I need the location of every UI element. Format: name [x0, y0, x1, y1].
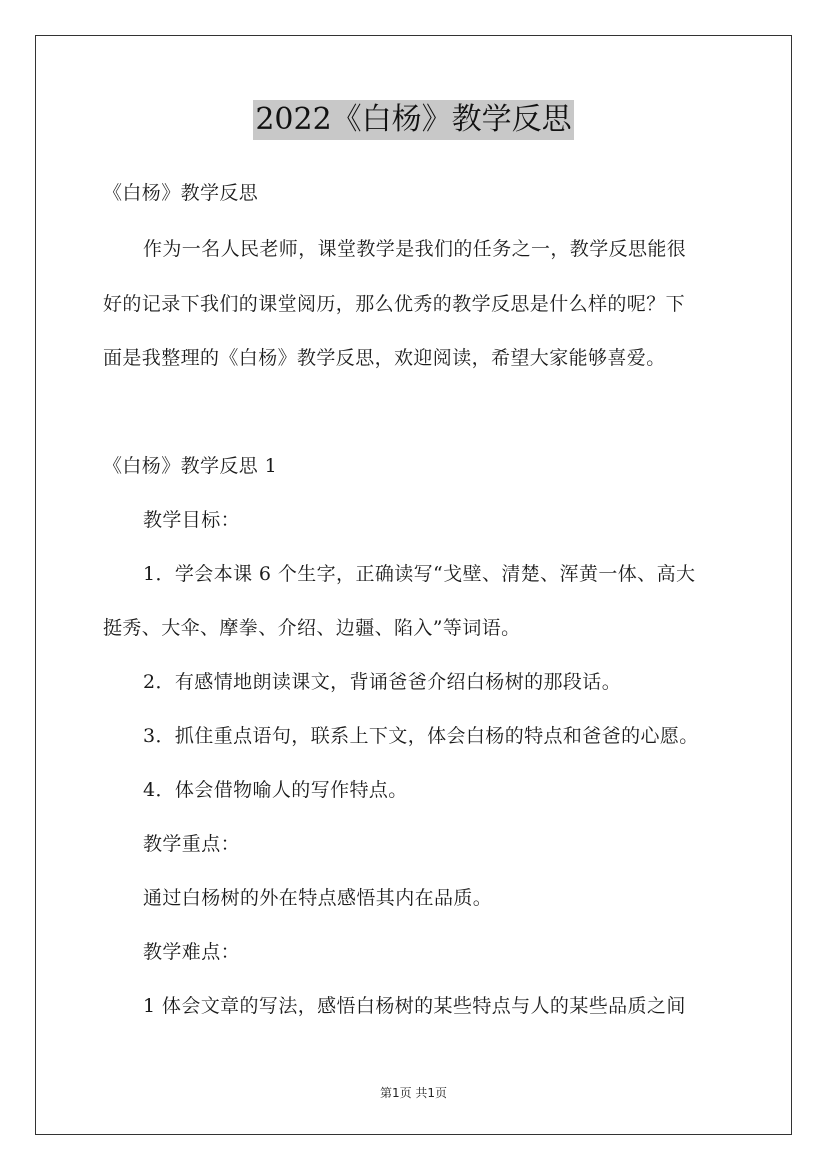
paragraph-line: 挺秀、大伞、摩拳、介绍、边疆、陷入”等词语。	[103, 617, 521, 639]
paragraph-line: 2．有感情地朗读课文，背诵爸爸介绍白杨树的那段话。	[143, 671, 622, 693]
paragraph-line: 3．抓住重点语句，联系上下文，体会白杨的特点和爸爸的心愿。	[143, 725, 699, 747]
page-footer: 第1页 共1页	[379, 1086, 448, 1100]
paragraph-line: 通过白杨树的外在特点感悟其内在品质。	[143, 887, 493, 909]
section-heading: 《白杨》教学反思	[103, 182, 259, 204]
paragraph-line: 教学目标：	[143, 509, 241, 531]
title-container	[0, 100, 827, 140]
paragraph-line: 好的记录下我们的课堂阅历，那么优秀的教学反思是什么样的呢？下	[103, 293, 686, 315]
paragraph-line: 教学重点：	[143, 833, 241, 855]
paragraph-line: 面是我整理的《白杨》教学反思，欢迎阅读，希望大家能够喜爱。	[103, 347, 666, 369]
paragraph-line: 1．学会本课 6 个生字，正确读写“戈壁、清楚、浑黄一体、高大	[143, 563, 696, 585]
paragraph-line: 教学难点：	[143, 941, 241, 963]
paragraph-line: 作为一名人民老师，课堂教学是我们的任务之一，教学反思能很	[143, 238, 687, 260]
document-title: 2022《白杨》教学反思	[253, 100, 573, 140]
paragraph-line: 4．体会借物喻人的写作特点。	[143, 779, 408, 801]
paragraph-line: 1 体会文章的写法，感悟白杨树的某些特点与人的某些品质之间	[143, 995, 686, 1017]
section-heading: 《白杨》教学反思 1	[103, 455, 278, 477]
